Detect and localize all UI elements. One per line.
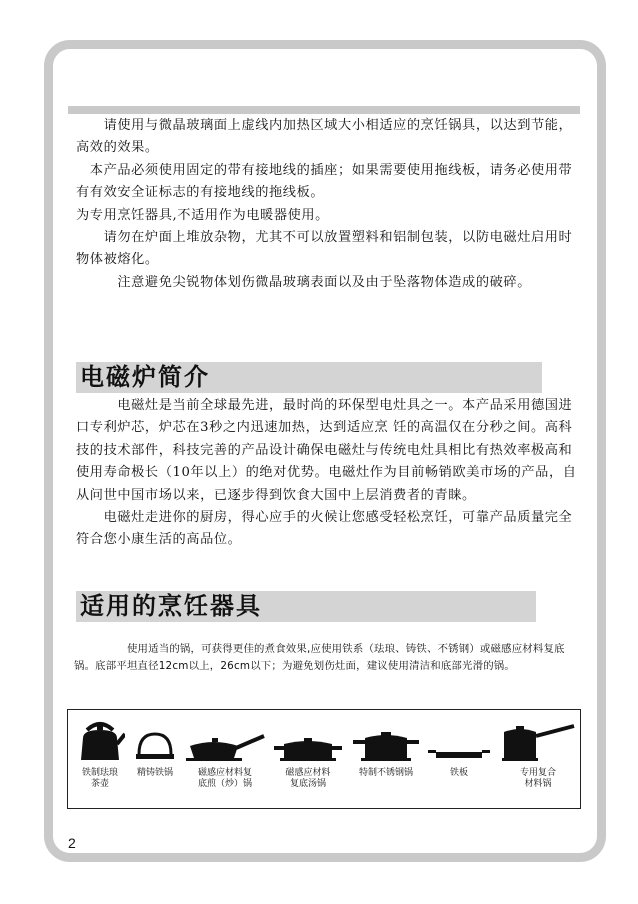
section2-text [74, 641, 582, 674]
intro-paragraph: 为专用烹饪器具,不适用作为电暖器使用。 [76, 207, 329, 223]
section1-text [76, 395, 580, 552]
cookware-label: 磁感应材料 复底汤锅 [285, 768, 331, 789]
composite-saucepan-icon [500, 720, 576, 764]
cookware-box [67, 709, 581, 809]
cookware-label: 特制不锈钢锅 [358, 768, 413, 778]
stainless-pot-icon [351, 720, 421, 764]
cookware-item [268, 720, 348, 790]
frying-pan-icon [184, 720, 266, 764]
section1-paragraph: 电磁灶是当前全球最先进，最时尚的环保型电灶具之一。本产品采用德国进口专利炉芯，炉芯在3秒之内迅速加热，达到适应烹 饪的高温仅在分秒之间。高科技的技术部件，科技完善的产品设计确保电磁灶与传统电灶具相比有热效率极高和使用寿命极长（10年以上）的绝对优势。电磁灶作为目前畅销欧美市场的产品，自从问世中国市场以来，已逐步得到饮食大国中上层消费者的青睐。 [76, 398, 577, 503]
section2-paragraph: 使用适当的锅，可获得更佳的煮食效果,应使用铁系（珐琅、铸铁、不锈钢）或磁感应材料复底锅。底部平坦直径12cm以上，26cm以下；为避免划伤灶面，建议使用清洁和底部光滑的锅。 [74, 643, 565, 672]
cookware-item [72, 720, 128, 790]
page-number: 2 [68, 835, 76, 851]
cookware-label: 磁感应材料复 底煎（炒）锅 [197, 768, 252, 789]
cookware-label: 铁制珐琅 茶壶 [81, 768, 118, 789]
iron-plate-icon [426, 720, 492, 764]
cookware-item [498, 720, 578, 790]
cookware-item [348, 720, 424, 779]
intro-paragraph: 本产品必须使用固定的带有接地线的插座；如果需要使用拖线板，请务必使用带有有效安全证标志的有接地线的拖线板。 [76, 162, 573, 201]
cast-iron-wok-icon [133, 720, 177, 764]
cookware-label: 专用复合 材料锅 [519, 768, 556, 789]
cookware-label: 铁板 [449, 768, 468, 778]
cookware-item [424, 720, 494, 779]
intro-paragraph: 注意避免尖锐物体划伤微晶玻璃表面以及由于坠落物体造成的破碎。 [76, 274, 531, 290]
intro-text [76, 115, 580, 294]
intro-paragraph: 请使用与微晶玻璃面上虚线内加热区域大小相适应的烹饪锅具，以达到节能，高效的效果。 [76, 118, 573, 156]
cookware-item [182, 720, 268, 790]
enamel-kettle-icon [75, 720, 125, 764]
cookware-item [128, 720, 182, 779]
soup-pot-icon [270, 720, 346, 764]
section-heading-cookware: 适用的烹饪器具 [76, 591, 536, 622]
intro-paragraph: 请勿在炉面上堆放杂物，尤其不可以放置塑料和铝制包装，以防电磁灶启用时物体被熔化。 [76, 230, 573, 268]
section1-paragraph: 电磁灶走进你的厨房，得心应手的火候让您感受轻松烹饪，可靠产品质量完全符合您小康生活的高品位。 [76, 510, 573, 548]
top-divider [68, 106, 580, 114]
cookware-label: 精铸铁锅 [136, 768, 173, 778]
section-heading-intro: 电磁炉简介 [76, 362, 542, 393]
